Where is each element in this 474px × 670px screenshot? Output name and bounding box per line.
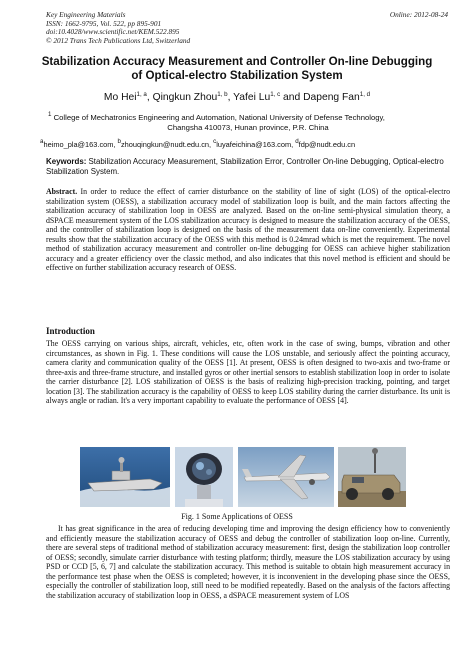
email-link[interactable]: fdp@nudt.edu.cn xyxy=(298,140,356,149)
abstract xyxy=(46,187,450,273)
email-separator: , xyxy=(291,140,296,149)
abstract-text: In order to reduce the effect of carrier disturbance on the stability of line of sight (LOS) of the optical-electro stabilization system (OESS), a stabilization accuracy model of stabilization loop is built, and the main factors affecting the stabilization accuracy of stabilization loop in OESS are analyzed. Based on the on-line semi-physical simulation theory, a dSPACE measurement system of the LOS stabilization accuracy is designed to measure the stabilization accuracy of the OESS, and the controller of stabilization loop is designed on the basis of the measurement data on-line conveniently. Experimental results show that the stabilization accuracy of the OESS with this method is 0.24mrad which is met the requirement. The novel method of stabilization accuracy measurement and controller on-line debugging for OESS can achieve higher stabilization accuracy and a greater efficiency over the classic method, and also indicates that this novel method is efficient and should be effective on further stabilization accuracy research of OESS. xyxy=(46,187,450,273)
author-sup: 1, b xyxy=(217,91,228,98)
abstract-label: Abstract. xyxy=(46,187,78,196)
online-date: Online: 2012-08-24 xyxy=(389,10,448,19)
section-heading-introduction: Introduction xyxy=(46,326,95,336)
author-name: Yafei Lu xyxy=(233,92,271,103)
paper-title xyxy=(28,55,446,82)
email-sup: b xyxy=(117,138,121,145)
email-link[interactable]: luyafeichina@163.com xyxy=(216,140,292,149)
figure-ship-photo xyxy=(80,447,170,507)
email-link[interactable]: zhouqingkun@nudt.edu.cn xyxy=(120,140,210,149)
email-sup: a xyxy=(40,138,44,145)
copyright-line: © 2012 Trans Tech Publications Ltd, Switzerland xyxy=(46,35,191,45)
figure-vehicle-photo xyxy=(338,447,406,507)
author-sup: 1, a xyxy=(136,91,147,98)
email-sup: d xyxy=(295,138,299,145)
aircraft-image xyxy=(238,447,334,507)
affiliation-line-2: Changsha 410073, Hunan province, P.R. China xyxy=(167,123,329,132)
intro-paragraph xyxy=(46,339,450,406)
turret-image xyxy=(175,447,233,507)
email-link[interactable]: heimo_pla@163.com xyxy=(43,140,114,149)
figure-aircraft-photo xyxy=(238,447,334,507)
keywords xyxy=(46,157,450,177)
author-name: Qingkun Zhou xyxy=(152,92,218,103)
author-separator: , xyxy=(146,92,153,103)
email-separator: , xyxy=(113,140,118,149)
keywords-text: Stabilization Accuracy Measurement, Stabilization Error, Controller On-line Debugging, Optical-electro Stabilization System. xyxy=(46,157,444,176)
para2-text: It has great significance in the area of reducing developing time and improving the design efficiency how to conveniently and efficiently measure the stabilization accuracy of OESS and debug the controller of stabilization loop on-line. Currently, there are several steps of traditional method of stabilization accuracy measurement: first, design the stabilization loop controller of OESS; secondly, simulate carrier disturbance with testing platform; thirdly, measure the LOS stabilization accuracy by using PSD or CCD [5, 6, 7] and calculate the stabilization accuracy. This method is suitable to obtain high measurement accuracy in the performance test phase when the OESS is completed; however, it is inconvenient in the developing phase since the OESS, especially the controller of stabilization loop, still need to be modified repeatedly. Based on the analysis of the factors affecting the stabilization accuracy of stabilization loop in OESS, a dSPACE measurement system of LOS xyxy=(46,524,450,600)
body-paragraph xyxy=(46,524,450,600)
author-separator: , xyxy=(227,92,234,103)
keywords-label: Keywords: xyxy=(46,157,87,166)
title-line-1: Stabilization Accuracy Measurement and Controller On-line Debugging xyxy=(41,55,433,68)
affiliation xyxy=(48,110,448,133)
figure-caption: Fig. 1 Some Applications of OESS xyxy=(181,512,293,521)
author-sup: 1, d xyxy=(359,91,371,98)
author-separator: and xyxy=(280,92,304,103)
affiliation-sup: 1 xyxy=(48,111,52,118)
ship-image xyxy=(80,447,170,507)
email-list xyxy=(40,138,454,149)
vehicle-image xyxy=(338,447,406,507)
author-list xyxy=(20,91,454,103)
doi-line[interactable]: doi:10.4028/www.scientific.net/KEM.522.895 xyxy=(46,27,180,36)
issn-line: ISSN: 1662-9795, Vol. 522, pp 895-901 xyxy=(46,18,162,28)
figure-turret-photo xyxy=(175,447,233,507)
author-sup: 1, c xyxy=(270,91,281,98)
author-name: Mo Hei xyxy=(103,92,137,103)
title-line-2: of Optical-electro Stabilization System xyxy=(131,68,343,82)
journal-name: Key Engineering Materials xyxy=(46,10,126,19)
email-sup: c xyxy=(213,138,217,145)
affiliation-line-1: College of Mechatronics Engineering and Automation, National University of Defense Technology, xyxy=(53,113,385,122)
intro-text: The OESS carrying on various ships, aircraft, vehicles, etc, often work in the case of swing, bumps, vibration and other circumstances, as shown in Fig. 1. These conditions will cause the LOS unstable, and seriously affect the pointing accuracy, camera clarity and communication quality of the OESS [1]. At present, OESS is often designed to two-axis and two-frame or three-axis and three-frame structure, and installed gyros or other inertial sensors to establish stabilization loop in order to isolate the carrier disturbance [2]. LOS stabilization of OESS is the basis of realizing high-precision tracking, pointing, and target location [3]. The stabilization accuracy is the capability of OESS to keep LOS stability during the carrier disturbance. Its unit is always angle or radian. It's a very important capability to evaluate the performance of OESS [4]. xyxy=(46,339,450,406)
author-name: Dapeng Fan xyxy=(303,92,360,103)
email-separator: , xyxy=(209,140,214,149)
